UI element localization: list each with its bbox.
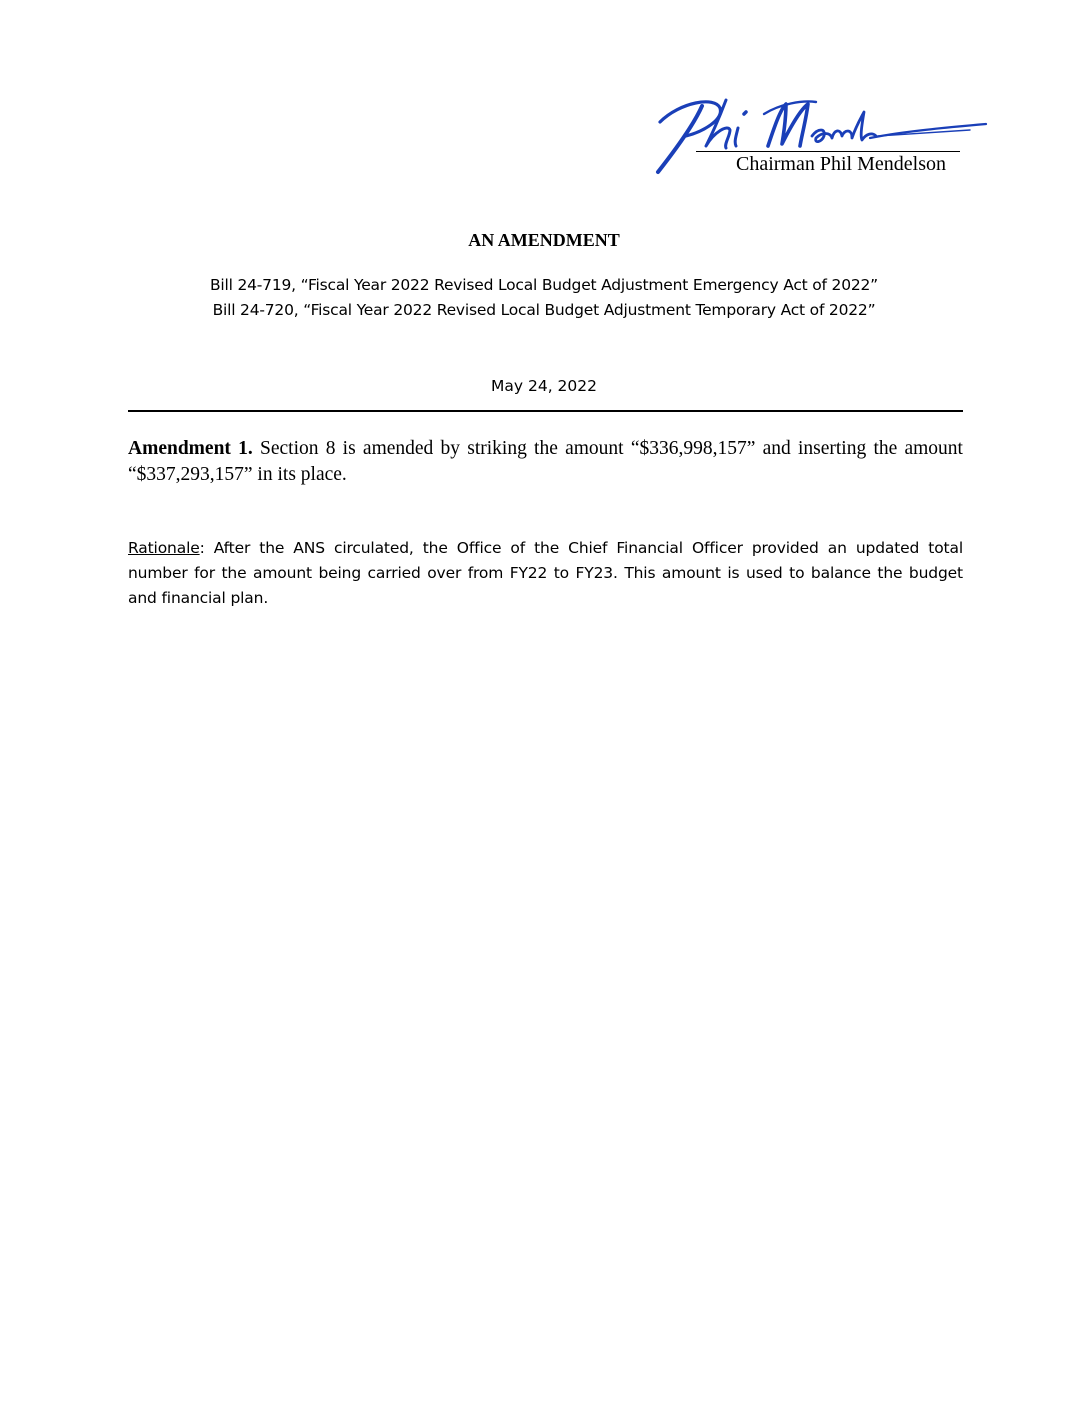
rationale-text: : After the ANS circulated, the Office of the Chief Financial Officer provided an updated total number for the amount being carried over from FY22 to FY23. This amount is used to balance the budget and financial plan. — [128, 539, 963, 607]
bill-line: Bill 24-720, “Fiscal Year 2022 Revised Local Budget Adjustment Temporary Act of 2022” — [212, 301, 876, 319]
document-title: AN AMENDMENT — [468, 230, 620, 250]
amendment-paragraph — [128, 436, 963, 488]
rationale-label: Rationale — [128, 539, 200, 557]
horizontal-rule — [128, 410, 963, 412]
bill-line: Bill 24-719, “Fiscal Year 2022 Revised Local Budget Adjustment Emergency Act of 2022” — [209, 276, 879, 294]
signature-block — [640, 92, 990, 182]
amendment-lead: Amendment 1. — [128, 438, 253, 459]
rationale-paragraph — [128, 536, 963, 611]
signer-name: Chairman Phil Mendelson — [736, 153, 946, 175]
amendment-text: Section 8 is amended by striking the amount “$336,998,157” and inserting the amount “$337,293,157” in its place. — [128, 438, 963, 485]
document-date: May 24, 2022 — [491, 377, 597, 395]
